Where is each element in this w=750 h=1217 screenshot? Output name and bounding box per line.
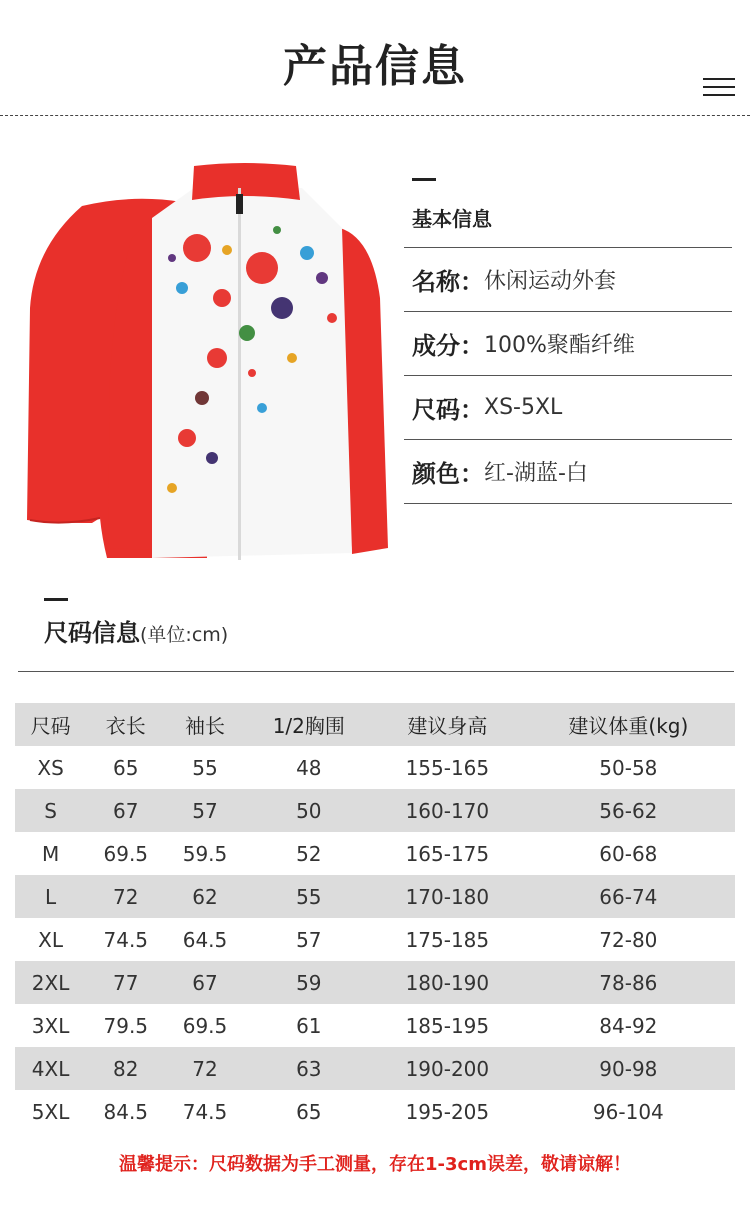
table-cell: 63	[245, 1047, 373, 1090]
col-header: 建议体重(kg)	[522, 703, 735, 746]
col-header: 尺码	[15, 703, 86, 746]
col-header: 衣长	[86, 703, 165, 746]
page-title: 产品信息	[283, 41, 467, 92]
info-key: 成分：	[412, 332, 484, 360]
table-row	[15, 832, 735, 875]
table-cell: 56-62	[522, 789, 735, 832]
table-cell: 66-74	[522, 875, 735, 918]
col-header: 建议身高	[373, 703, 522, 746]
size-table-header	[15, 703, 735, 746]
table-cell: 190-200	[373, 1047, 522, 1090]
size-divider	[18, 671, 734, 672]
table-cell: 72	[165, 1047, 244, 1090]
table-row	[15, 746, 735, 789]
info-row-name	[404, 248, 732, 312]
size-info-title: 尺码信息(单位:cm)	[44, 619, 229, 647]
jacket-product-image	[22, 158, 394, 568]
col-header: 1/2胸围	[245, 703, 373, 746]
table-cell: 180-190	[373, 961, 522, 1004]
table-cell: 48	[245, 746, 373, 789]
table-row	[15, 1090, 735, 1133]
table-cell: 64.5	[165, 918, 244, 961]
table-cell: 59	[245, 961, 373, 1004]
info-row-size	[404, 376, 732, 440]
table-cell: 60-68	[522, 832, 735, 875]
table-cell: 59.5	[165, 832, 244, 875]
table-cell: 65	[86, 746, 165, 789]
info-row-color	[404, 440, 732, 504]
table-cell: 155-165	[373, 746, 522, 789]
table-cell: 79.5	[86, 1004, 165, 1047]
table-cell: 74.5	[165, 1090, 244, 1133]
size-unit: (单位:cm)	[140, 624, 229, 646]
info-value: 休闲运动外套	[484, 269, 617, 294]
table-cell: 77	[86, 961, 165, 1004]
size-table	[15, 703, 735, 1133]
info-key: 颜色：	[412, 460, 484, 488]
table-cell: L	[15, 875, 86, 918]
table-cell: 57	[245, 918, 373, 961]
table-cell: 74.5	[86, 918, 165, 961]
table-cell: 69.5	[165, 1004, 244, 1047]
info-value: 红-湖蓝-白	[484, 461, 588, 486]
size-info-heading	[44, 598, 228, 648]
table-cell: 4XL	[15, 1047, 86, 1090]
table-cell: 50-58	[522, 746, 735, 789]
info-key: 尺码：	[412, 396, 484, 424]
table-cell: 78-86	[522, 961, 735, 1004]
table-cell: 82	[86, 1047, 165, 1090]
table-cell: 62	[165, 875, 244, 918]
table-cell: 72	[86, 875, 165, 918]
table-cell: 2XL	[15, 961, 86, 1004]
table-row	[15, 1047, 735, 1090]
table-cell: 3XL	[15, 1004, 86, 1047]
table-cell: 50	[245, 789, 373, 832]
table-cell: 5XL	[15, 1090, 86, 1133]
table-cell: 84.5	[86, 1090, 165, 1133]
info-value: 100%聚酯纤维	[484, 333, 635, 358]
table-row	[15, 789, 735, 832]
table-cell: 52	[245, 832, 373, 875]
table-cell: 67	[86, 789, 165, 832]
table-cell: 55	[165, 746, 244, 789]
measurement-tip: 温馨提示：尺码数据为手工测量，存在1-3cm误差，敬请谅解！	[119, 1154, 631, 1175]
table-cell: 170-180	[373, 875, 522, 918]
table-cell: M	[15, 832, 86, 875]
accent-bar	[44, 598, 68, 601]
table-cell: 69.5	[86, 832, 165, 875]
menu-icon[interactable]	[703, 78, 735, 96]
col-header: 袖长	[165, 703, 244, 746]
table-cell: XS	[15, 746, 86, 789]
table-cell: 61	[245, 1004, 373, 1047]
table-cell: 57	[165, 789, 244, 832]
table-row	[15, 918, 735, 961]
table-cell: 84-92	[522, 1004, 735, 1047]
table-row	[15, 875, 735, 918]
basic-info-panel	[404, 178, 732, 504]
table-cell: 67	[165, 961, 244, 1004]
table-cell: 96-104	[522, 1090, 735, 1133]
table-row	[15, 961, 735, 1004]
table-cell: 185-195	[373, 1004, 522, 1047]
table-cell: 195-205	[373, 1090, 522, 1133]
info-row-material	[404, 312, 732, 376]
title-divider	[0, 115, 750, 116]
table-cell: 90-98	[522, 1047, 735, 1090]
table-row	[15, 1004, 735, 1047]
info-value: XS-5XL	[484, 395, 563, 420]
basic-info-heading: 基本信息	[404, 181, 732, 248]
table-cell: 165-175	[373, 832, 522, 875]
table-cell: S	[15, 789, 86, 832]
table-cell: 160-170	[373, 789, 522, 832]
table-cell: 72-80	[522, 918, 735, 961]
table-cell: 175-185	[373, 918, 522, 961]
table-cell: 65	[245, 1090, 373, 1133]
table-cell: 55	[245, 875, 373, 918]
table-cell: XL	[15, 918, 86, 961]
info-key: 名称：	[412, 268, 484, 296]
